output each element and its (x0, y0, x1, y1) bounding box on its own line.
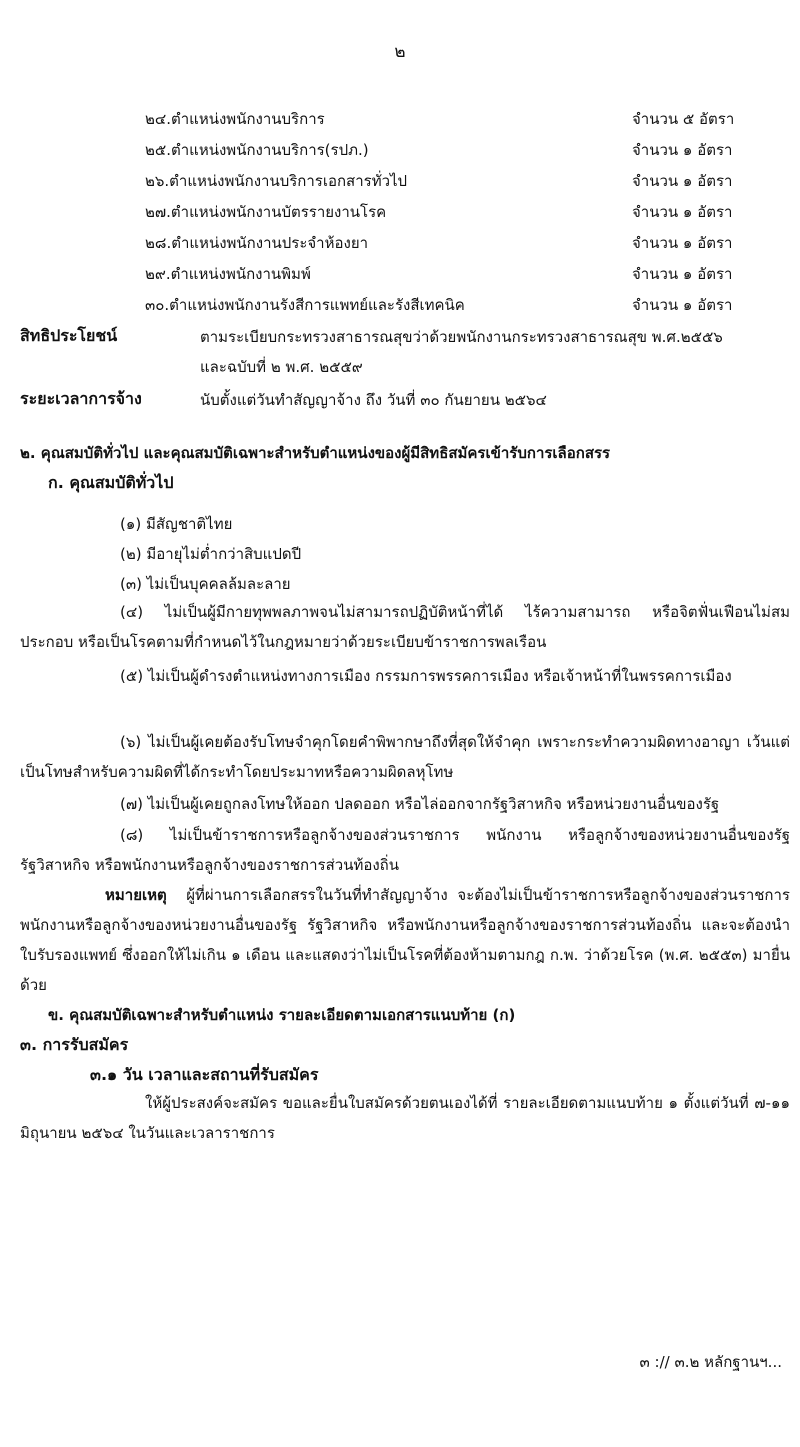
qualification-1: (๑) มีสัญชาติไทย (120, 515, 233, 533)
qualification-8: (๘) ไม่เป็นข้าราชการหรือลูกจ้างของส่วนราชการ พนักงาน หรือลูกจ้างของหน่วยงานอื่นของรัฐ รัฐวิสาหกิจ หรือพนักงานหรือลูกจ้างของราชการส่วนท้องถิ่น (20, 826, 790, 874)
position-count: จำนวน ๑ อัตรา (632, 172, 733, 190)
position-name: ๒๖.ตำแหน่งพนักงานบริการเอกสารทั่วไป (145, 172, 408, 190)
term-value: นับตั้งแต่วันทำสัญญาจ้าง ถึง วันที่ ๓๐ กันยายน ๒๕๖๔ (200, 391, 547, 409)
position-name: ๒๗.ตำแหน่งพนักงานบัตรรายงานโรค (145, 203, 387, 221)
position-row (145, 107, 795, 129)
qualification-3: (๓) ไม่เป็นบุคคลล้มละลาย (120, 575, 291, 593)
position-row (145, 138, 795, 160)
position-name: ๒๙.ตำแหน่งพนักงานพิมพ์ (145, 265, 311, 283)
note-paragraph (20, 880, 790, 1000)
position-count: จำนวน ๑ อัตรา (632, 234, 733, 252)
position-name: ๒๕.ตำแหน่งพนักงานบริการ(รปภ.) (145, 141, 369, 159)
page-footer: ๓ :// ๓.๒ หลักฐานฯ... (639, 1353, 782, 1371)
position-name: ๒๘.ตำแหน่งพนักงานประจำห้องยา (145, 234, 369, 252)
position-count: จำนวน ๑ อัตรา (632, 265, 733, 283)
position-row (145, 231, 795, 253)
position-count: จำนวน ๑ อัตรา (632, 203, 733, 221)
position-count: จำนวน ๕ อัตรา (632, 110, 735, 128)
section-2-heading: ๒. คุณสมบัติทั่วไป และคุณสมบัติเฉพาะสำหรับตำแหน่งของผู้มีสิทธิสมัครเข้ารับการเลือกสรร (20, 444, 611, 462)
qualification-4: (๔) ไม่เป็นผู้มีกายทุพพลภาพจนไม่สามารถปฏิบัติหน้าที่ได้ ไร้ความสามารถ หรือจิตฟั่นเฟือนไม่สมประกอบ หรือเป็นโรคตามที่กำหนดไว้ในกฎหมายว่าด้วยระเบียบข้าราชการพลเรือน (20, 603, 790, 651)
position-row (145, 293, 795, 315)
section-3-heading: ๓. การรับสมัคร (20, 1035, 129, 1054)
benefits-line-1: ตามระเบียบกระทรวงสาธารณสุขว่าด้วยพนักงานกระทรวงสาธารณสุข พ.ศ.๒๕๕๖ (200, 328, 723, 346)
position-row (145, 169, 795, 191)
section-2a-heading: ก. คุณสมบัติทั่วไป (48, 473, 174, 492)
position-count: จำนวน ๑ อัตรา (632, 141, 733, 159)
benefits-label: สิทธิประโยชน์ (20, 326, 118, 345)
qualification-6: (๖) ไม่เป็นผู้เคยต้องรับโทษจำคุกโดยคำพิพากษาถึงที่สุดให้จำคุก เพราะกระทำความผิดทางอาญา เว้นแต่เป็นโทษสำหรับความผิดที่ได้กระทำโดยประมาทหรือความผิดลหุโทษ (20, 733, 790, 781)
section-2b-heading: ข. คุณสมบัติเฉพาะสำหรับตำแหน่ง รายละเอียดตามเอกสารแนบท้าย (ก) (48, 1006, 516, 1024)
benefits-line-2: และฉบับที่ ๒ พ.ศ. ๒๕๕๙ (200, 358, 363, 376)
section-3-1-heading: ๓.๑ วัน เวลาและสถานที่รับสมัคร (90, 1065, 319, 1084)
section-3-1-text: ให้ผู้ประสงค์จะสมัคร ขอและยื่นใบสมัครด้วยตนเองได้ที่ รายละเอียดตามแนบท้าย ๑ ตั้งแต่วันที่ ๗-๑๑ มิถุนายน ๒๕๖๔ ในวันและเวลาราชการ (20, 1094, 790, 1142)
position-row (145, 200, 795, 222)
note-text: ผู้ที่ผ่านการเลือกสรรในวันที่ทำสัญญาจ้าง จะต้องไม่เป็นข้าราชการหรือลูกจ้างของส่วนราชการ พนักงานหรือลูกจ้างของหน่วยงานอื่นของรัฐ รัฐวิสาหกิจ หรือพนักงานหรือลูกจ้างของราชการส่วนท้องถิ่น และจะต้องนำใบรับรองแพทย์ ซึ่งออกให้ไม่เกิน ๑ เดือน และแสดงว่าไม่เป็นโรคที่ต้องห้ามตามกฎ ก.พ. ว่าด้วยโรค (พ.ศ. ๒๕๕๓) มายื่นด้วย (20, 886, 790, 994)
position-count: จำนวน ๑ อัตรา (632, 296, 733, 314)
qualification-7: (๗) ไม่เป็นผู้เคยถูกลงโทษให้ออก ปลดออก หรือไล่ออกจากรัฐวิสาหกิจ หรือหน่วยงานอื่นของรัฐ (120, 795, 720, 813)
position-row (145, 262, 795, 284)
qualification-2: (๒) มีอายุไม่ต่ำกว่าสิบแปดปี (120, 545, 302, 563)
page-number: ๒ (394, 42, 406, 62)
note-label: หมายเหตุ (105, 886, 167, 904)
position-name: ๓๐.ตำแหน่งพนักงานรังสีการแพทย์และรังสีเทคนิค (145, 296, 465, 314)
term-label: ระยะเวลาการจ้าง (20, 389, 142, 408)
qualification-5: (๕) ไม่เป็นผู้ดำรงตำแหน่งทางการเมือง กรรมการพรรคการเมือง หรือเจ้าหน้าที่ในพรรคการเมือง (120, 667, 732, 685)
position-name: ๒๔.ตำแหน่งพนักงานบริการ (145, 110, 325, 128)
